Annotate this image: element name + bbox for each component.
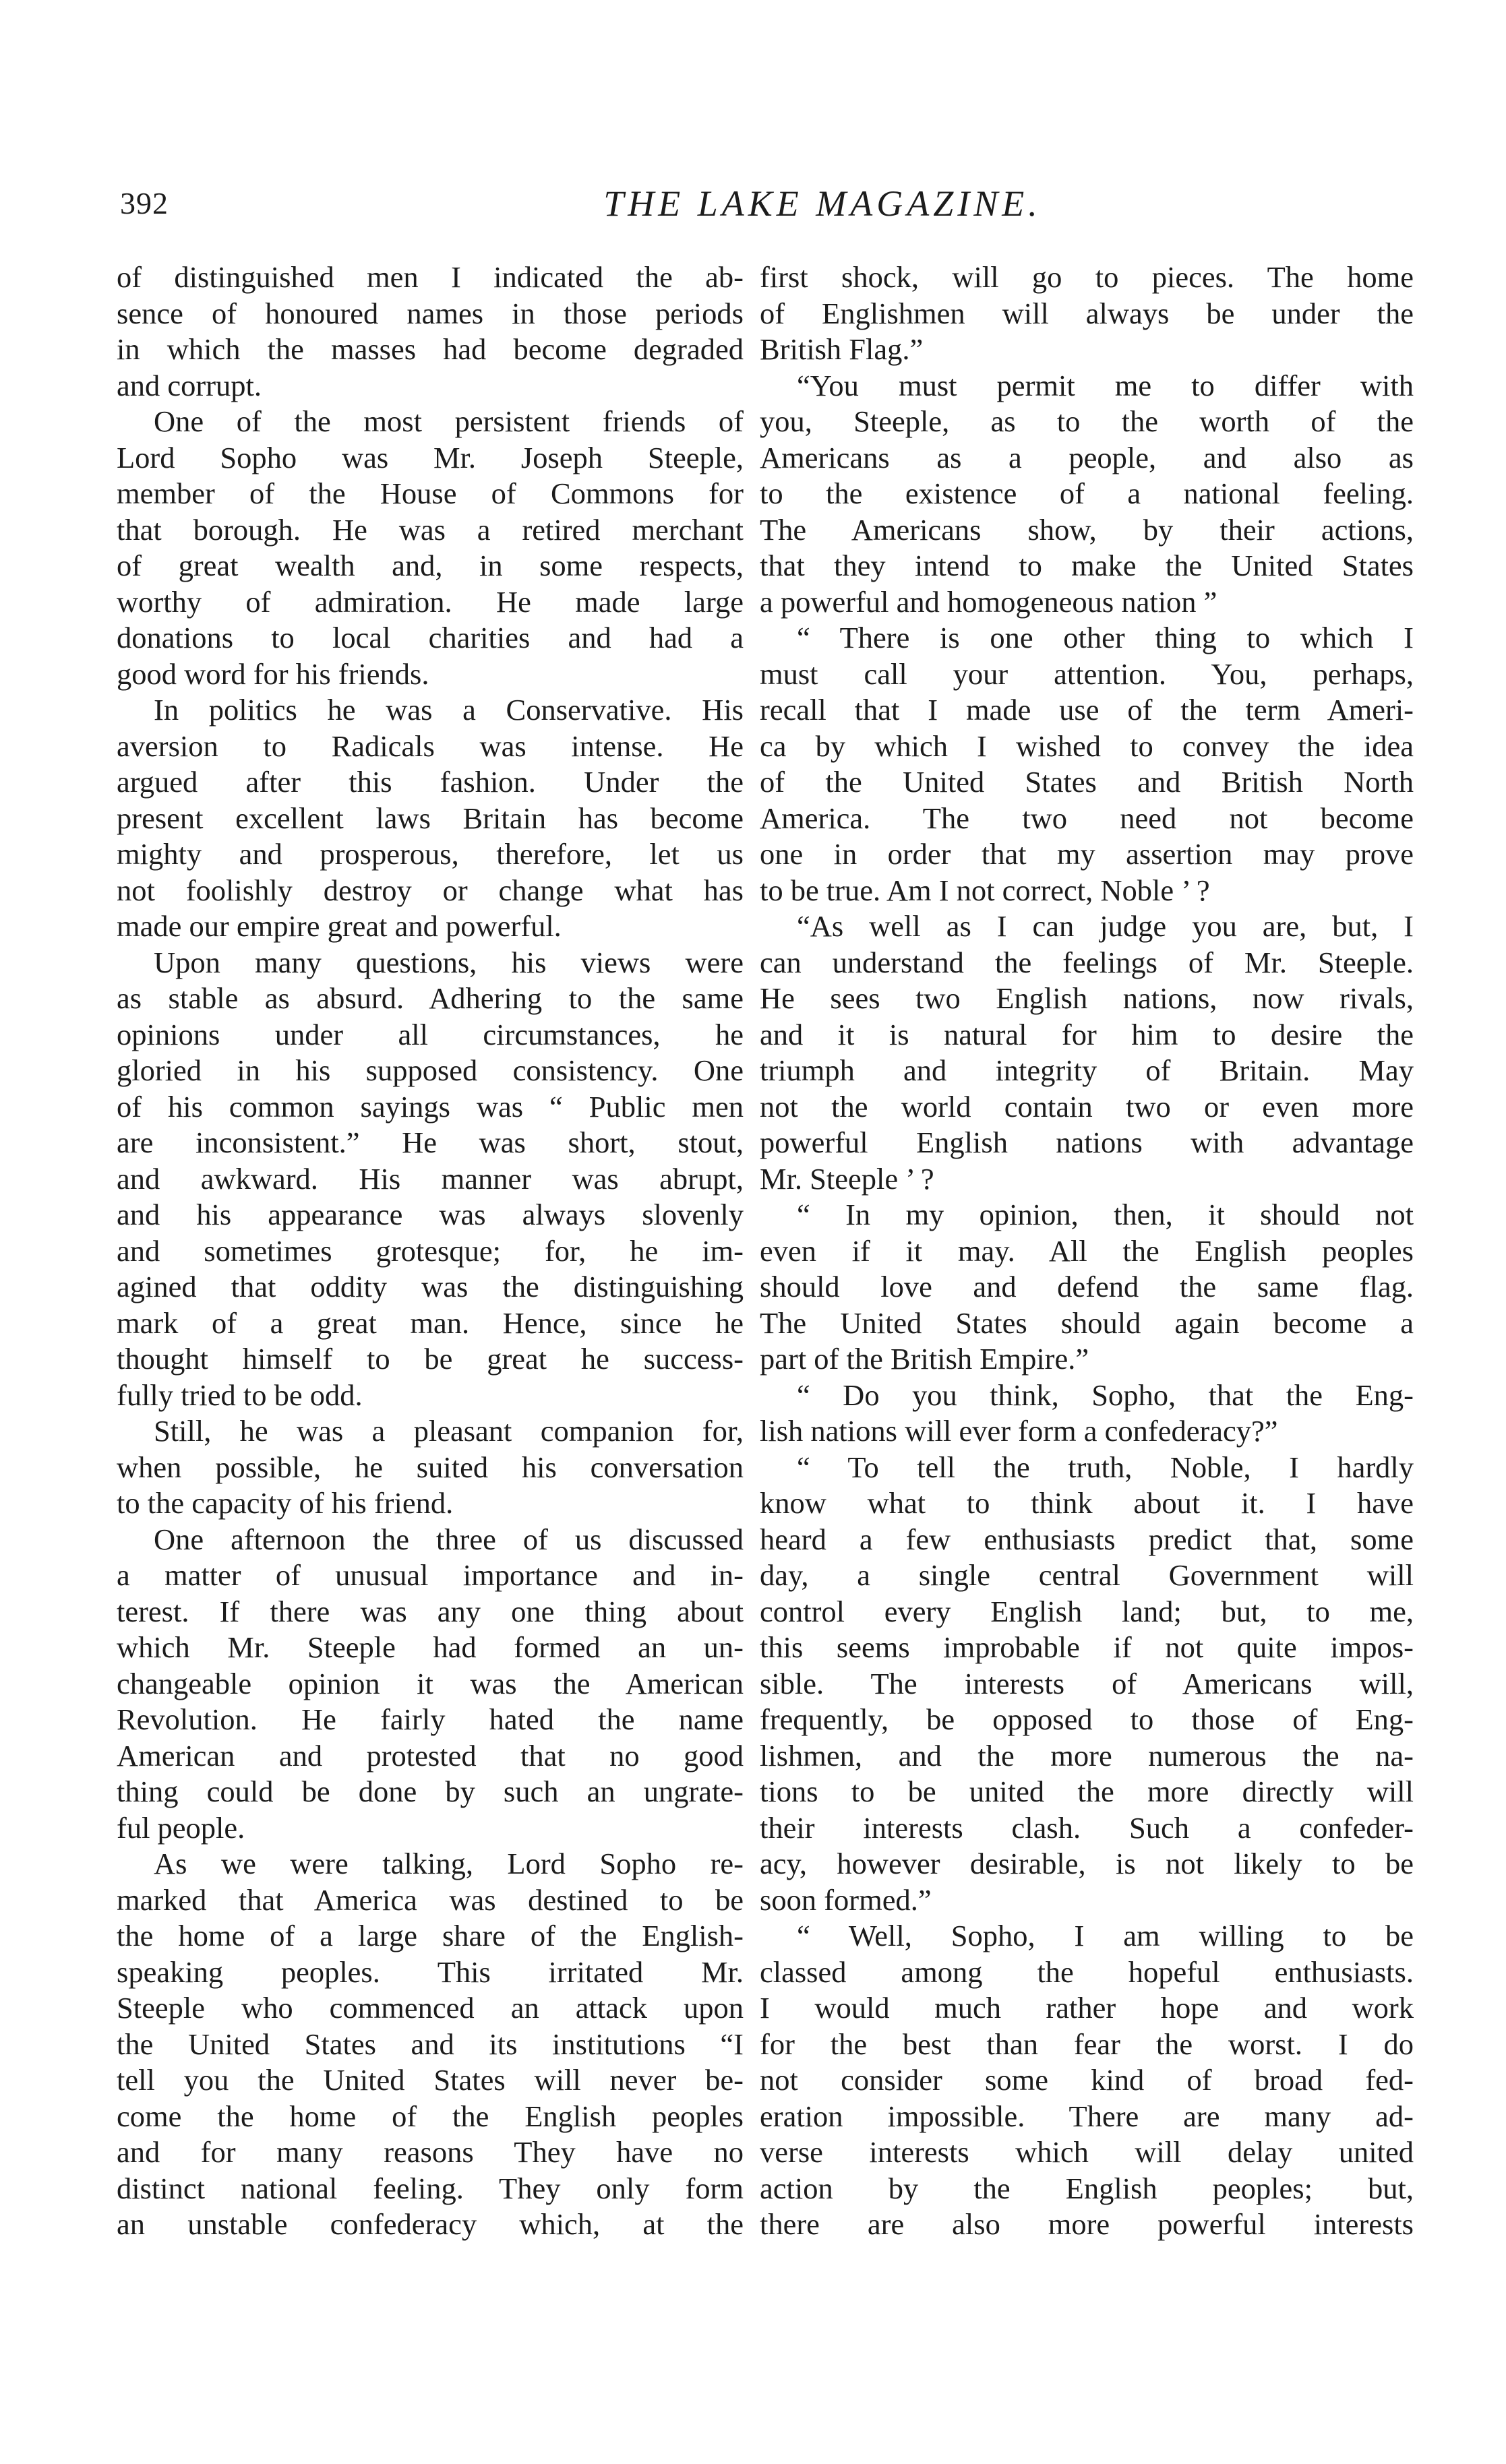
text-line: the United States and its institutions “I [117, 2027, 744, 2061]
text-line: Lord Sopho was Mr. Joseph Steeple, [117, 440, 744, 474]
text-line: Americans as a people, and also as [760, 440, 1414, 474]
text-line: speaking peoples. This irritated Mr. [117, 1954, 744, 1989]
text-line: gloried in his supposed consistency. One [117, 1053, 744, 1087]
text-line: can understand the feelings of Mr. Steeple. [760, 945, 1414, 979]
text-line: first shock, will go to pieces. The home [760, 260, 1414, 294]
text-line: when possible, he suited his conversation [117, 1450, 744, 1484]
text-line: powerful English nations with advantage [760, 1126, 1414, 1159]
text-line: One afternoon the three of us discussed [154, 1522, 744, 1556]
text-line: classed among the hopeful enthusiasts. [760, 1954, 1414, 1989]
text-line: Still, he was a pleasant companion for, [154, 1414, 744, 1448]
text-line: mighty and prosperous, therefore, let us [117, 837, 744, 871]
text-line: “ There is one other thing to which I [797, 621, 1414, 654]
text-line: recall that I made use of the term Ameri- [760, 693, 1414, 727]
text-line: should love and defend the same flag. [760, 1270, 1414, 1303]
text-line: present excellent laws Britain has become [117, 801, 744, 835]
text-line: Steeple who commenced an attack upon [117, 1991, 744, 2025]
text-line: there are also more powerful interests [760, 2207, 1414, 2241]
text-line: worthy of admiration. He made large [117, 584, 744, 619]
text-line: changeable opinion it was the American [117, 1666, 744, 1700]
text-line: of his common sayings was “ Public men [117, 1089, 744, 1123]
text-line: thing could be done by such an ungrate- [117, 1775, 744, 1808]
text-line: “ In my opinion, then, it should not [797, 1198, 1414, 1231]
text-line: of great wealth and, in some respects, [117, 549, 744, 582]
text-line: donations to local charities and had a [117, 621, 744, 654]
text-line: sible. The interests of Americans will, [760, 1666, 1414, 1700]
text-line: The United States should again become a [760, 1305, 1414, 1340]
page-number: 392 [120, 186, 169, 220]
text-line: are inconsistent.” He was short, stout, [117, 1126, 744, 1159]
text-line: frequently, be opposed to those of Eng- [760, 1702, 1414, 1736]
text-line: triumph and integrity of Britain. May [760, 1053, 1414, 1087]
text-line: sence of honoured names in those periods [117, 296, 744, 330]
text-line: lishmen, and the more numerous the na- [760, 1738, 1414, 1773]
text-line: agined that oddity was the distinguishing [117, 1270, 744, 1303]
text-line: action by the English peoples; but, [760, 2171, 1414, 2205]
text-line: tions to be united the more directly will [760, 1775, 1414, 1808]
text-line: As we were talking, Lord Sopho re- [154, 1847, 744, 1880]
text-line: made our empire great and powerful. [117, 909, 562, 943]
text-line: a matter of unusual importance and in- [117, 1558, 744, 1592]
text-line: their interests clash. Such a confeder- [760, 1810, 1414, 1845]
text-line: the home of a large share of the English- [117, 1919, 744, 1952]
text-line: member of the House of Commons for [117, 476, 744, 510]
text-line: terest. If there was any one thing about [117, 1594, 744, 1628]
text-line: I would much rather hope and work [760, 1991, 1414, 2025]
text-line: heard a few enthusiasts predict that, some [760, 1522, 1414, 1556]
text-line: one in order that my assertion may prove [760, 837, 1414, 871]
text-line: day, a single central Government will [760, 1558, 1414, 1592]
text-line: not foolishly destroy or change what has [117, 873, 744, 907]
text-line: America. The two need not become [760, 801, 1414, 835]
text-line: of Englishmen will always be under the [760, 296, 1414, 330]
text-line: come the home of the English peoples [117, 2099, 744, 2133]
text-line: tell you the United States will never be- [117, 2063, 744, 2097]
text-line: argued after this fashion. Under the [117, 765, 744, 799]
text-line: Upon many questions, his views were [154, 945, 744, 979]
text-line: aversion to Radicals was intense. He [117, 729, 744, 763]
text-line: of distinguished men I indicated the ab- [117, 260, 744, 294]
text-line: acy, however desirable, is not likely to be [760, 1847, 1414, 1880]
text-line: that borough. He was a retired merchant [117, 512, 744, 547]
text-line: and corrupt. [117, 368, 262, 402]
right-text-column [760, 259, 1414, 2243]
text-line: thought himself to be great he success- [117, 1342, 744, 1376]
text-line: of the United States and British North [760, 765, 1414, 799]
text-line: soon formed.” [760, 1882, 932, 1917]
text-line: and awkward. His manner was abrupt, [117, 1161, 744, 1196]
text-line: know what to think about it. I have [760, 1486, 1414, 1520]
text-line: “ Well, Sopho, I am willing to be [797, 1919, 1414, 1952]
text-line: in which the masses had become degraded [117, 332, 744, 366]
running-title: THE LAKE MAGAZINE. [603, 183, 1042, 224]
text-line: The Americans show, by their actions, [760, 512, 1414, 547]
text-line: British Flag.” [760, 332, 924, 366]
text-line: part of the British Empire.” [760, 1342, 1089, 1376]
text-line: Revolution. He fairly hated the name [117, 1702, 744, 1736]
text-line: and sometimes grotesque; for, he im- [117, 1233, 744, 1268]
left-text-column [117, 259, 744, 2243]
text-line: eration impossible. There are many ad- [760, 2099, 1414, 2133]
text-line: and his appearance was always slovenly [117, 1198, 744, 1231]
text-line: to the existence of a national feeling. [760, 476, 1414, 510]
text-line: for the best than fear the worst. I do [760, 2027, 1414, 2061]
text-line: and for many reasons They have no [117, 2135, 744, 2169]
text-line: distinct national feeling. They only form [117, 2171, 744, 2205]
text-line: and it is natural for him to desire the [760, 1017, 1414, 1051]
text-line: He sees two English nations, now rivals, [760, 981, 1414, 1015]
text-line: In politics he was a Conservative. His [154, 693, 744, 727]
text-line: American and protested that no good [117, 1738, 744, 1773]
text-line: a powerful and homogeneous nation ” [760, 584, 1217, 619]
text-line: fully tried to be odd. [117, 1378, 363, 1412]
text-line: as stable as absurd. Adhering to the same [117, 981, 744, 1015]
text-line: this seems improbable if not quite impos- [760, 1630, 1414, 1664]
text-line: not consider some kind of broad fed- [760, 2063, 1414, 2097]
text-line: good word for his friends. [117, 656, 429, 691]
text-line: to the capacity of his friend. [117, 1486, 454, 1520]
text-line: mark of a great man. Hence, since he [117, 1305, 744, 1340]
text-line: which Mr. Steeple had formed an un- [117, 1630, 744, 1664]
text-line: ca by which I wished to convey the idea [760, 729, 1414, 763]
text-line: Mr. Steeple ’ ? [760, 1161, 934, 1196]
text-line: control every English land; but, to me, [760, 1594, 1414, 1628]
text-line: lish nations will ever form a confederacy?” [760, 1414, 1278, 1448]
text-line: “As well as I can judge you are, but, I [797, 909, 1414, 943]
text-line: One of the most persistent friends of [154, 404, 744, 438]
text-line: “You must permit me to differ with [797, 368, 1414, 402]
text-line: “ To tell the truth, Noble, I hardly [797, 1450, 1414, 1484]
text-line: ful people. [117, 1810, 245, 1845]
text-line: that they intend to make the United States [760, 549, 1414, 582]
text-line: “ Do you think, Sopho, that the Eng- [797, 1378, 1414, 1412]
text-line: even if it may. All the English peoples [760, 1233, 1414, 1268]
text-line: marked that America was destined to be [117, 1882, 744, 1917]
text-line: to be true. Am I not correct, Noble ’ ? [760, 873, 1210, 907]
text-line: an unstable confederacy which, at the [117, 2207, 744, 2241]
text-line: not the world contain two or even more [760, 1089, 1414, 1123]
text-line: must call your attention. You, perhaps, [760, 656, 1414, 691]
text-line: verse interests which will delay united [760, 2135, 1414, 2169]
text-line: you, Steeple, as to the worth of the [760, 404, 1414, 438]
text-line: opinions under all circumstances, he [117, 1017, 744, 1051]
